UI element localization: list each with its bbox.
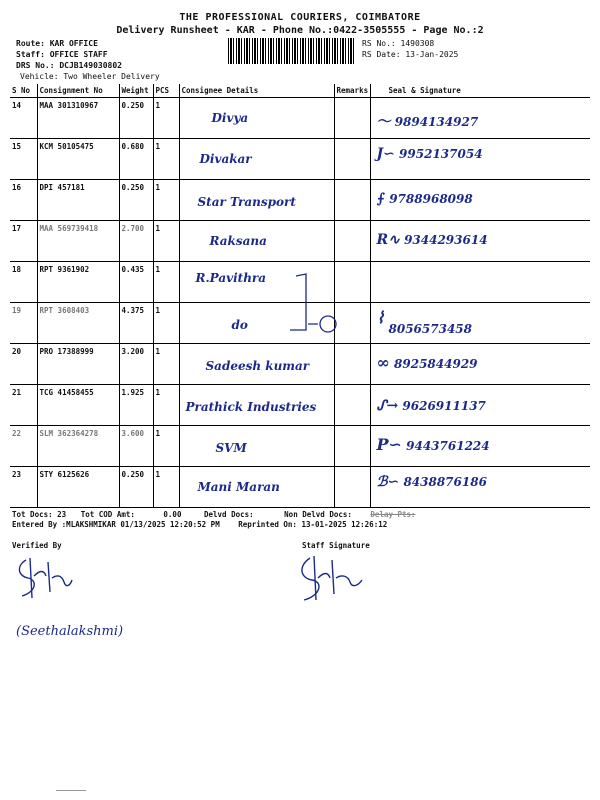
pcs-cell: 1 bbox=[153, 344, 179, 385]
consignment-cell: PRO 17388999 bbox=[37, 344, 119, 385]
sno-cell: 19 bbox=[10, 303, 37, 344]
rs-date: RS Date: 13-Jan-2025 bbox=[362, 50, 459, 59]
sno-cell: 15 bbox=[10, 139, 37, 180]
pcs-cell: 1 bbox=[153, 385, 179, 426]
signature-scribble: P∽ bbox=[376, 435, 402, 454]
total-cod-value: 0.00 bbox=[163, 510, 182, 519]
rs-number: RS No.: 1490308 bbox=[362, 39, 435, 48]
pcs-cell: 1 bbox=[153, 221, 179, 262]
consignee-handwriting: Raksana bbox=[209, 234, 267, 248]
page-scuff bbox=[56, 790, 86, 791]
sno-cell: 18 bbox=[10, 262, 37, 303]
weight-cell: 1.925 bbox=[119, 385, 153, 426]
consignee-handwriting: R.Pavithra bbox=[195, 271, 267, 285]
signature-phone: 9443761224 bbox=[406, 439, 490, 453]
table-row bbox=[10, 180, 590, 221]
pcs-cell: 1 bbox=[153, 139, 179, 180]
pcs-cell: 1 bbox=[153, 262, 179, 303]
total-cod-label: Tot COD Amt: bbox=[80, 510, 135, 519]
sno-cell: 21 bbox=[10, 385, 37, 426]
signature-scribble: ℬ∽ bbox=[376, 474, 400, 490]
bracket-mark bbox=[260, 272, 350, 342]
pcs-cell: 1 bbox=[153, 98, 179, 139]
weight-cell: 0.435 bbox=[119, 262, 153, 303]
consignee-handwriting: Prathick Industries bbox=[185, 400, 317, 414]
signature-scribble: ∞ bbox=[376, 353, 390, 372]
entry-line bbox=[12, 520, 387, 529]
staff-signature-label: Staff Signature bbox=[302, 541, 370, 550]
staff-label: Staff: OFFICE STAFF bbox=[16, 50, 108, 59]
company-name: THE PROFESSIONAL COURIERS, COIMBATORE bbox=[179, 12, 421, 23]
table-row bbox=[10, 344, 590, 385]
consignee-handwriting: do bbox=[231, 318, 248, 332]
consignment-cell: KCM 50105475 bbox=[37, 139, 119, 180]
non-delivered-docs: Non Delvd Docs: bbox=[284, 510, 352, 519]
vehicle-label: Vehicle: Two Wheeler Delivery bbox=[20, 72, 160, 81]
col-sno: S No bbox=[10, 84, 37, 98]
consignee-handwriting: Sadeesh kumar bbox=[205, 359, 310, 373]
table-row bbox=[10, 98, 590, 139]
drs-label: DRS No.: DCJB149030802 bbox=[16, 61, 122, 70]
verified-by-label: Verified By bbox=[12, 541, 62, 550]
signature-phone: 8056573458 bbox=[388, 322, 472, 336]
consignment-cell: MAA 569739418 bbox=[37, 221, 119, 262]
route-label: Route: KAR OFFICE bbox=[16, 39, 98, 48]
weight-cell: 4.375 bbox=[119, 303, 153, 344]
consignee-handwriting: Mani Maran bbox=[197, 480, 280, 494]
weight-cell: 0.250 bbox=[119, 98, 153, 139]
signature-scribble: 〜 bbox=[376, 114, 391, 130]
table-row bbox=[10, 385, 590, 426]
col-consignment: Consignment No bbox=[37, 84, 119, 98]
signature-phone: 9894134927 bbox=[394, 115, 479, 129]
col-remarks: Remarks bbox=[334, 84, 370, 98]
sno-cell: 22 bbox=[10, 426, 37, 467]
consignment-cell: STY 6125626 bbox=[37, 467, 119, 508]
signature-scribble: ⌇ bbox=[376, 308, 385, 327]
consignment-cell: SLM 362364278 bbox=[37, 426, 119, 467]
signature-scribble: ᔑ→ bbox=[376, 398, 399, 414]
pcs-cell: 1 bbox=[153, 180, 179, 221]
table-row bbox=[10, 467, 590, 508]
col-pcs: PCS bbox=[153, 84, 179, 98]
signature-phone: 9788968098 bbox=[389, 192, 473, 206]
table-row bbox=[10, 221, 590, 262]
sno-cell: 20 bbox=[10, 344, 37, 385]
weight-cell: 0.250 bbox=[119, 180, 153, 221]
consignment-cell: RPT 9361902 bbox=[37, 262, 119, 303]
consignee-handwriting: Divya bbox=[211, 111, 249, 125]
entered-by: Entered By :MLAKSHMIKAR 01/13/2025 12:20:52 PM bbox=[12, 520, 220, 529]
weight-cell: 3.200 bbox=[119, 344, 153, 385]
sno-cell: 23 bbox=[10, 467, 37, 508]
signature-scribble: R∿ bbox=[376, 232, 400, 248]
signature-phone: 8438876186 bbox=[403, 475, 487, 489]
pcs-cell: 1 bbox=[153, 426, 179, 467]
verifier-signature bbox=[12, 552, 82, 602]
delivered-docs: Delvd Docs: bbox=[203, 510, 254, 519]
pcs-cell: 1 bbox=[153, 467, 179, 508]
table-row bbox=[10, 426, 590, 467]
consignment-cell: TCG 41458455 bbox=[37, 385, 119, 426]
col-consignee: Consignee Details bbox=[179, 84, 334, 98]
sno-cell: 16 bbox=[10, 180, 37, 221]
signature-scribble: ⨍ bbox=[376, 191, 386, 207]
consignment-cell: MAA 301310967 bbox=[37, 98, 119, 139]
staff-signature bbox=[292, 552, 372, 604]
runsheet-title: Delivery Runsheet - KAR - Phone No.:0422-3505555 - Page No.:2 bbox=[116, 25, 484, 36]
col-weight: Weight bbox=[119, 84, 153, 98]
consignment-cell: DPI 457181 bbox=[37, 180, 119, 221]
table-header-row bbox=[10, 84, 590, 98]
weight-cell: 2.700 bbox=[119, 221, 153, 262]
reprinted-on: Reprinted On: 13-01-2025 12:26:12 bbox=[238, 520, 388, 529]
weight-cell: 0.680 bbox=[119, 139, 153, 180]
weight-cell: 3.600 bbox=[119, 426, 153, 467]
verifier-name: (Seethalakshmi) bbox=[16, 624, 124, 639]
signature-scribble: J∽ bbox=[376, 146, 395, 162]
consignee-handwriting: Divakar bbox=[199, 152, 252, 166]
totals-line bbox=[12, 510, 416, 519]
barcode bbox=[228, 38, 354, 64]
total-docs: Tot Docs: 23 bbox=[12, 510, 67, 519]
signature-phone: 9626911137 bbox=[402, 399, 486, 413]
pcs-cell: 1 bbox=[153, 303, 179, 344]
table-row bbox=[10, 139, 590, 180]
weight-cell: 0.250 bbox=[119, 467, 153, 508]
consignee-handwriting: Star Transport bbox=[197, 195, 296, 209]
signature-phone: 9952137054 bbox=[399, 147, 483, 161]
col-signature: Seal & Signature bbox=[370, 84, 590, 98]
consignment-cell: RPT 3608403 bbox=[37, 303, 119, 344]
sno-cell: 17 bbox=[10, 221, 37, 262]
sno-cell: 14 bbox=[10, 98, 37, 139]
delay-points: Delay Pts: bbox=[370, 510, 416, 519]
signature-phone: 8925844929 bbox=[394, 357, 478, 371]
signature-phone: 9344293614 bbox=[404, 233, 488, 247]
consignee-handwriting: SVM bbox=[215, 441, 247, 455]
